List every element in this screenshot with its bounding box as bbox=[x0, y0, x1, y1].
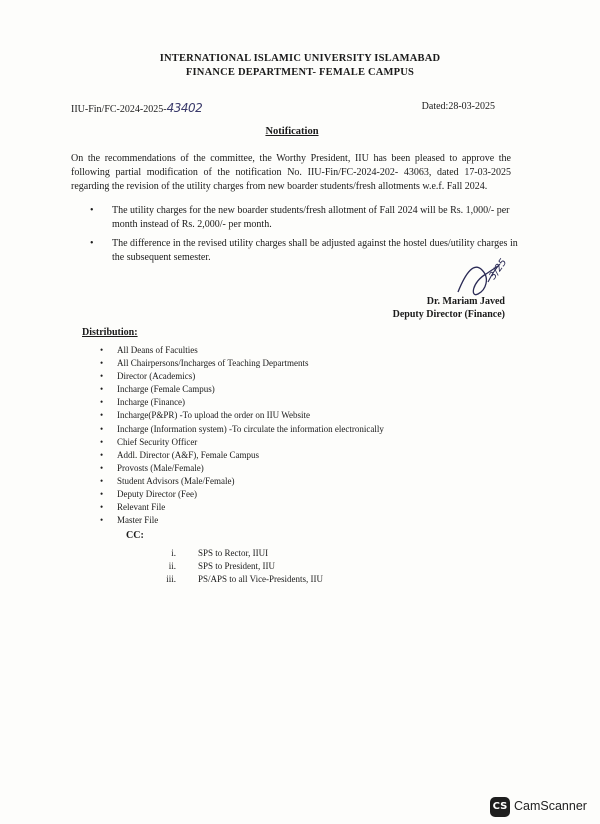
cc-item: PS/APS to all Vice-Presidents, IIU bbox=[198, 574, 324, 584]
cc-number: iii. bbox=[166, 574, 176, 584]
reference-number bbox=[71, 101, 202, 115]
list-item bbox=[100, 423, 384, 436]
reference-printed: IIU-Fin/FC-2024-2025- bbox=[71, 104, 167, 115]
list-item bbox=[100, 396, 384, 409]
distribution-item: Master File bbox=[117, 515, 159, 526]
bullet-icon: • bbox=[100, 397, 104, 408]
bullet-icon: • bbox=[100, 515, 104, 526]
signatory-designation: Deputy Director (Finance) bbox=[392, 309, 505, 320]
list-item bbox=[100, 436, 384, 449]
bullet-icon: • bbox=[100, 371, 104, 382]
distribution-item: Director (Academics) bbox=[117, 371, 196, 382]
bullet-icon: • bbox=[100, 410, 104, 421]
distribution-item: Chief Security Officer bbox=[117, 436, 198, 447]
cc-item: SPS to President, IIU bbox=[198, 561, 276, 571]
bullet-icon: • bbox=[100, 489, 104, 500]
bullet-icon: • bbox=[100, 475, 104, 486]
camscanner-icon: CS bbox=[490, 797, 510, 817]
bullet-icon: • bbox=[100, 384, 104, 395]
distribution-item: All Chairpersons/Incharges of Teaching Departments bbox=[117, 358, 309, 369]
distribution-item: All Deans of Faculties bbox=[117, 345, 198, 355]
bullet-icon: • bbox=[100, 449, 104, 460]
handwritten-signature bbox=[452, 252, 522, 302]
university-name: INTERNATIONAL ISLAMIC UNIVERSITY ISLAMABAD bbox=[159, 53, 441, 64]
list-item bbox=[158, 573, 323, 586]
bullet-text: The difference in the revised utility charges shall be adjusted against the hostel dues/utility charges in the subsequent semester. bbox=[112, 238, 518, 263]
bullet-icon: • bbox=[100, 358, 104, 369]
bullet-icon: • bbox=[100, 502, 104, 513]
list-item bbox=[158, 560, 323, 573]
list-item bbox=[90, 204, 520, 232]
list-item bbox=[100, 514, 384, 527]
cc-number: i. bbox=[171, 548, 176, 558]
distribution-list bbox=[100, 344, 384, 527]
distribution-item: Incharge (Female Campus) bbox=[117, 384, 215, 395]
bullet-icon: • bbox=[100, 423, 104, 434]
body-paragraph: On the recommendations of the committee, the Worthy President, IIU has been pleased to approve the following partial modification of the notification No. IIU-Fin/FC-2024-202- 43063, dated 17-03-2025 regarding the revision of the utility charges from new boarder students/fresh allotments w.e.f. Fall 2024. bbox=[71, 153, 511, 192]
department-name: FINANCE DEPARTMENT- FEMALE CAMPUS bbox=[185, 67, 415, 78]
bullet-text: The utility charges for the new boarder students/fresh allotment of Fall 2024 will be Rs. 1,000/- per month instead of Rs. 2,000/- per month. bbox=[112, 205, 510, 230]
reference-handwritten: 43402 bbox=[166, 101, 203, 115]
distribution-item: Incharge (Finance) bbox=[117, 397, 186, 408]
bullet-icon: • bbox=[100, 436, 104, 447]
bullet-icon: • bbox=[90, 205, 94, 216]
letterhead bbox=[0, 52, 600, 80]
bullet-icon: • bbox=[90, 238, 94, 249]
list-item bbox=[158, 547, 323, 560]
camscanner-label: CamScanner bbox=[514, 799, 587, 813]
date: Dated:28-03-2025 bbox=[421, 101, 495, 112]
cc-item: SPS to Rector, IIUI bbox=[198, 548, 269, 558]
list-item bbox=[100, 488, 384, 501]
list-item bbox=[100, 462, 384, 475]
list-item bbox=[100, 449, 384, 462]
distribution-item: Provosts (Male/Female) bbox=[117, 462, 204, 473]
cc-heading: CC: bbox=[126, 530, 144, 541]
cc-number: ii. bbox=[168, 561, 176, 571]
list-item bbox=[100, 475, 384, 488]
list-item bbox=[100, 501, 384, 514]
distribution-item: Addl. Director (A&F), Female Campus bbox=[117, 449, 259, 460]
list-item bbox=[100, 409, 384, 422]
list-item bbox=[100, 370, 384, 383]
bullet-icon: • bbox=[100, 345, 104, 355]
distribution-item: Student Advisors (Male/Female) bbox=[117, 475, 235, 486]
list-item bbox=[100, 357, 384, 370]
cc-list bbox=[158, 547, 323, 586]
distribution-item: Incharge(P&PR) -To upload the order on IIU Website bbox=[117, 410, 311, 421]
notification-title: Notification bbox=[265, 126, 319, 137]
signature-date: 3/25 bbox=[487, 257, 510, 282]
camscanner-watermark bbox=[490, 797, 600, 819]
distribution-heading: Distribution: bbox=[82, 327, 138, 338]
distribution-item: Deputy Director (Fee) bbox=[117, 489, 197, 500]
bullet-icon: • bbox=[100, 462, 104, 473]
list-item bbox=[100, 344, 384, 357]
distribution-item: Relevant File bbox=[117, 502, 166, 513]
signatory-name: Dr. Mariam Javed bbox=[426, 296, 505, 307]
list-item bbox=[100, 383, 384, 396]
distribution-item: Incharge (Information system) -To circulate the information electronically bbox=[117, 423, 384, 434]
